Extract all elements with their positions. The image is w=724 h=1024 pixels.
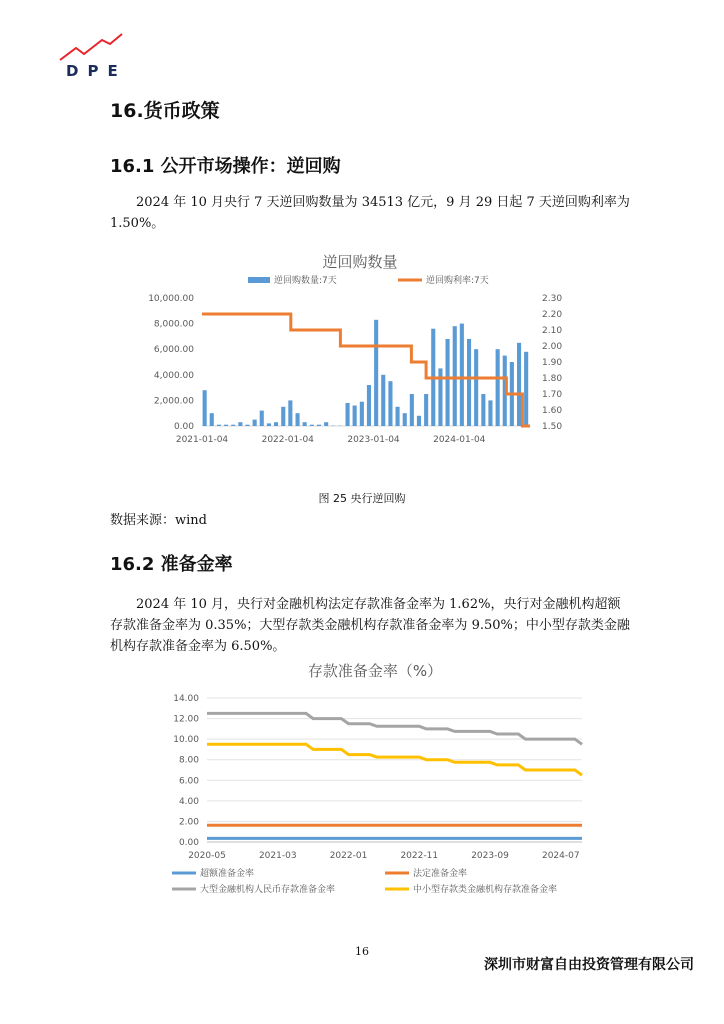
chart1-bar [396,407,400,426]
chart1-bar [217,425,221,426]
chart1-legend-label-bar: 逆回购数量:7天 [274,276,337,286]
chart1-bar [517,343,521,426]
chart1-bar [296,413,300,426]
paragraph-1: 2024 年 10 月央行 7 天逆回购数量为 34513 亿元，9 月 29 日起 7 天逆回购利率为 1.50%。 [110,195,630,231]
chart1-y-left-tick: 4,000.00 [153,370,194,381]
chart1-bar [267,423,271,426]
chart1-y-right-tick: 1.90 [542,358,563,368]
reverse-repo-chart [130,245,590,460]
chart1-bar [310,425,314,426]
chart2-y-tick: 12.00 [173,714,199,725]
chart2-y-tick: 0.00 [178,838,199,848]
chart1-bar [274,422,278,426]
chart1-y-left-tick: 0.00 [173,422,194,432]
chart1-y-right-tick: 1.80 [542,374,563,384]
chart1-bar [388,381,392,426]
chart1-bar [360,402,364,426]
chart2-legend-label: 大型金融机构人民币存款准备金率 [200,885,336,895]
chart2-x-tick: 2023-09 [471,851,509,861]
chart1-bar [524,352,528,426]
chart1-bar [460,324,464,426]
paragraph-2: 2024 年 10 月，央行对金融机构法定存款准备金率为 1.62%，央行对金融机构超额存款准备金率为 0.35%；大型存款类金融机构存款准备金率为 9.50%；中小型存款类金融机构存款准备金率为 6.50%。 [110,597,630,654]
chart1-bar [496,349,500,426]
chart1-bar [253,420,257,426]
chart1-bar [488,400,492,426]
chart1-x-tick: 2021-01-04 [175,435,229,445]
chart1-bar [467,339,471,426]
chart1-legend-swatch-bar [248,277,270,283]
chart1-bar [203,390,207,426]
chart1-bar [446,339,450,426]
figure-caption: 图 25 央行逆回购 [318,492,406,505]
chart1-y-right-tick: 1.60 [542,406,563,416]
chart2-y-tick: 2.00 [178,817,199,828]
chart1-y-right-tick: 2.10 [542,326,563,336]
chart2-series-line [207,713,582,744]
chart2-x-tick: 2020-05 [188,851,226,861]
chart1-rate-line [202,314,530,426]
logo-text: DPE [66,62,127,80]
chart1-bar [260,411,264,426]
chart2-x-tick: 2022-01 [329,851,368,861]
chart2-x-tick: 2021-03 [258,851,297,861]
chart2-x-tick: 2024-07 [541,851,580,861]
chart1-legend-label-line: 逆回购利率:7天 [426,276,489,286]
chart1-x-tick: 2022-01-04 [261,435,314,445]
chart1-y-right-tick: 2.30 [542,294,563,304]
chart1-y-right-tick: 2.00 [542,342,563,352]
chart1-bar [474,349,478,426]
chart1-bar [210,413,214,426]
chart1-x-tick: 2023-01-04 [347,435,400,445]
chart1-bar [224,425,228,426]
chart1-bar [281,407,285,426]
subsection-title-2: 16.2 准备金率 [110,554,233,575]
chart1-bar [410,394,414,426]
subsection-title-1: 16.1 公开市场操作：逆回购 [110,156,341,177]
chart1-y-left-tick: 2,000.00 [153,396,194,407]
chart1-bar [417,416,421,426]
company-name: 深圳市财富自由投资管理有限公司 [484,957,694,973]
chart2-y-tick: 8.00 [178,755,199,766]
logo-swoosh [60,34,122,60]
page-number: 16 [355,945,369,958]
chart2-x-tick: 2022-11 [400,851,439,861]
chart2-legend-label: 中小型存款类金融机构存款准备金率 [413,885,558,895]
chart1-bar [324,422,328,426]
chart1-bar [245,425,249,426]
chart2-legend-label: 法定准备金率 [413,869,468,879]
section-title: 16.货币政策 [110,100,220,122]
chart2-y-tick: 14.00 [173,694,199,704]
chart1-bar [346,403,350,426]
chart1-bar [303,422,307,426]
chart1-y-left-tick: 10,000.00 [148,294,194,304]
chart2-title: 存款准备金率（%） [307,662,443,680]
chart1-bar [403,413,407,426]
chart1-x-tick: 2024-01-04 [433,435,486,445]
chart2-legend-label: 超额准备金率 [200,869,255,879]
chart1-y-right-tick: 1.70 [542,390,563,400]
chart2-y-tick: 6.00 [178,776,199,787]
chart1-bar [374,320,378,426]
chart1-bar [424,394,428,426]
chart1-y-right-tick: 1.50 [542,422,563,432]
chart1-bar [238,422,242,426]
chart1-bar [453,326,457,426]
reserve-ratio-chart [150,658,600,908]
chart1-bar [317,425,321,426]
chart1-y-left-tick: 6,000.00 [153,345,194,356]
chart1-bar [288,400,292,426]
data-source: 数据来源：wind [110,513,207,528]
chart2-y-tick: 4.00 [178,796,199,807]
chart1-bar [381,375,385,426]
chart1-bar [367,385,371,426]
chart2-y-tick: 10.00 [173,735,199,746]
chart1-bar [353,406,357,427]
chart1-y-right-tick: 2.20 [542,310,563,320]
chart1-y-left-tick: 8,000.00 [153,319,194,330]
chart1-bar [231,425,235,426]
chart1-bar [481,394,485,426]
chart1-title: 逆回购数量 [322,253,398,271]
